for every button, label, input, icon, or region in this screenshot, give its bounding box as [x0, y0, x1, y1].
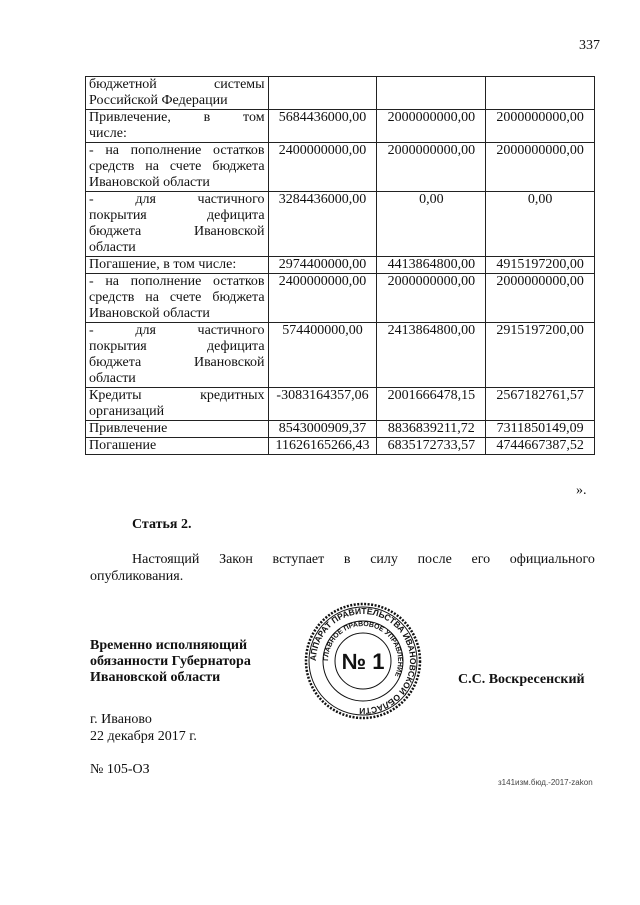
label-word: остатков	[213, 143, 265, 158]
row-label-line	[89, 224, 265, 240]
row-label-line: Российской Федерации	[89, 93, 228, 108]
label-word: в	[203, 110, 211, 125]
table-row	[86, 421, 595, 438]
article-title: Статья 2.	[132, 517, 192, 532]
amount-cell: 2000000000,00	[486, 110, 595, 143]
row-label	[86, 143, 269, 192]
table-row	[86, 110, 595, 143]
signatory-name: С.С. Воскресенский	[458, 672, 585, 687]
paragraph-word: после	[417, 552, 452, 567]
row-label-line: числе:	[89, 126, 127, 141]
table-row	[86, 192, 595, 257]
row-label-line: области	[89, 371, 136, 386]
label-word: -	[89, 323, 94, 338]
label-word: средств	[89, 159, 135, 174]
amount-cell: 2400000000,00	[268, 274, 377, 323]
label-word: Кредиты	[89, 388, 142, 403]
amount-cell: 3284436000,00	[268, 192, 377, 257]
amount-cell: 2400000000,00	[268, 143, 377, 192]
label-word: на	[145, 290, 159, 305]
signatory-title-line: обязанности Губернатора	[90, 654, 251, 669]
row-label	[86, 274, 269, 323]
article-paragraph	[90, 551, 595, 585]
paragraph-word: его	[471, 552, 491, 567]
label-word: бюджета	[212, 290, 265, 305]
paragraph-word: вступает	[272, 552, 325, 567]
label-word: для	[135, 323, 156, 338]
label-word: Привлечение,	[89, 110, 171, 125]
row-label-line: Ивановской области	[89, 306, 210, 321]
row-label	[86, 438, 269, 455]
label-word: -	[89, 143, 94, 158]
label-word: счете	[169, 159, 202, 174]
label-word: пополнение	[130, 143, 202, 158]
table-row	[86, 438, 595, 455]
amount-cell: 4413864800,00	[377, 257, 486, 274]
table-row	[86, 77, 595, 110]
label-word: бюджета	[89, 355, 142, 370]
amount-cell: -3083164357,06	[268, 388, 377, 421]
amount-cell: 2974400000,00	[268, 257, 377, 274]
paragraph-line-1	[90, 551, 595, 568]
row-label-line	[89, 77, 265, 93]
label-word: дефицита	[207, 339, 265, 354]
label-word: для	[135, 192, 156, 207]
row-label-line	[89, 388, 265, 404]
paragraph-line-2: опубликования.	[90, 569, 184, 584]
paragraph-word: официального	[509, 552, 595, 567]
row-label-line: области	[89, 240, 136, 255]
label-word: кредитных	[200, 388, 265, 403]
label-word: Ивановской	[193, 224, 265, 239]
seal-outer-text: АППАРАТ ПРАВИТЕЛЬСТВА ИВАНОВСКОЙ ОБЛАСТИ	[307, 605, 419, 717]
row-label-line: Привлечение	[89, 421, 168, 436]
law-number: № 105-ОЗ	[90, 762, 150, 777]
place: г. Иваново	[90, 712, 152, 727]
label-word: системы	[214, 77, 265, 92]
row-label	[86, 77, 269, 110]
amount-cell: 8836839211,72	[377, 421, 486, 438]
amount-cell: 0,00	[486, 192, 595, 257]
amount-cell: 5684436000,00	[268, 110, 377, 143]
row-label-line: Ивановской области	[89, 175, 210, 190]
row-label-line	[89, 339, 265, 355]
amount-cell	[268, 77, 377, 110]
paragraph-word: Настоящий	[132, 552, 200, 567]
signatory-title-line: Ивановской области	[90, 670, 221, 685]
amount-cell: 2567182761,57	[486, 388, 595, 421]
amount-cell	[486, 77, 595, 110]
paragraph-word: Закон	[219, 552, 253, 567]
row-label-line: Погашение	[89, 438, 157, 453]
row-label-line	[89, 110, 265, 126]
amount-cell: 4744667387,52	[486, 438, 595, 455]
table-row	[86, 274, 595, 323]
amount-cell: 2000000000,00	[486, 274, 595, 323]
row-label	[86, 421, 269, 438]
table-row	[86, 143, 595, 192]
row-label	[86, 388, 269, 421]
row-label-line	[89, 355, 265, 371]
amount-cell: 574400000,00	[268, 323, 377, 388]
label-word: счете	[169, 290, 202, 305]
seal-inner-text: ГЛАВНОЕ ПРАВОВОЕ УПРАВЛЕНИЕ	[322, 620, 404, 678]
label-word: бюджета	[89, 224, 142, 239]
row-label	[86, 192, 269, 257]
amount-cell: 7311850149,09	[486, 421, 595, 438]
amount-cell: 6835172733,57	[377, 438, 486, 455]
date: 22 декабря 2017 г.	[90, 729, 197, 744]
page-number: 337	[579, 38, 600, 53]
amount-cell: 0,00	[377, 192, 486, 257]
label-word: Ивановской	[193, 355, 265, 370]
table-row	[86, 257, 595, 274]
row-label	[86, 323, 269, 388]
amount-cell: 11626165266,43	[268, 438, 377, 455]
amount-cell: 2001666478,15	[377, 388, 486, 421]
signatory-title	[90, 638, 251, 686]
label-word: покрытия	[89, 339, 147, 354]
label-word: на	[105, 143, 120, 158]
row-label-line	[89, 323, 265, 339]
amount-cell: 2915197200,00	[486, 323, 595, 388]
row-label-line: Погашение, в том числе:	[89, 257, 237, 272]
official-seal	[303, 601, 423, 721]
signatory-title-line: Временно исполняющий	[90, 638, 248, 653]
row-label-line	[89, 208, 265, 224]
amount-cell: 2000000000,00	[377, 274, 486, 323]
label-word: -	[89, 192, 94, 207]
label-word: покрытия	[89, 208, 147, 223]
row-label	[86, 110, 269, 143]
seal-graphic	[303, 601, 423, 721]
amount-cell: 2413864800,00	[377, 323, 486, 388]
label-word: -	[89, 274, 94, 289]
row-label-line	[89, 159, 265, 175]
amount-cell: 2000000000,00	[486, 143, 595, 192]
label-word: на	[105, 274, 120, 289]
label-word: том	[243, 110, 265, 125]
file-reference: з141изм.бюд.-2017-zakon	[498, 778, 593, 787]
paragraph-word: в	[343, 552, 351, 567]
row-label-line: организаций	[89, 404, 165, 419]
row-label-line	[89, 290, 265, 306]
closing-quote: ».	[576, 483, 587, 498]
seal-number: № 1	[341, 649, 385, 674]
row-label-line	[89, 192, 265, 208]
table-row	[86, 323, 595, 388]
budget-table	[85, 76, 595, 455]
label-word: бюджета	[212, 159, 265, 174]
row-label-line	[89, 274, 265, 290]
label-word: остатков	[213, 274, 265, 289]
table-row	[86, 388, 595, 421]
label-word: частичного	[197, 323, 265, 338]
label-word: дефицита	[207, 208, 265, 223]
label-word: на	[145, 159, 159, 174]
label-word: бюджетной	[89, 77, 157, 92]
row-label-line	[89, 143, 265, 159]
paragraph-word: силу	[370, 552, 398, 567]
amount-cell: 2000000000,00	[377, 143, 486, 192]
amount-cell: 4915197200,00	[486, 257, 595, 274]
amount-cell: 8543000909,37	[268, 421, 377, 438]
amount-cell	[377, 77, 486, 110]
place-and-date	[90, 711, 197, 745]
label-word: частичного	[197, 192, 265, 207]
amount-cell: 2000000000,00	[377, 110, 486, 143]
label-word: средств	[89, 290, 135, 305]
row-label	[86, 257, 269, 274]
label-word: пополнение	[130, 274, 202, 289]
